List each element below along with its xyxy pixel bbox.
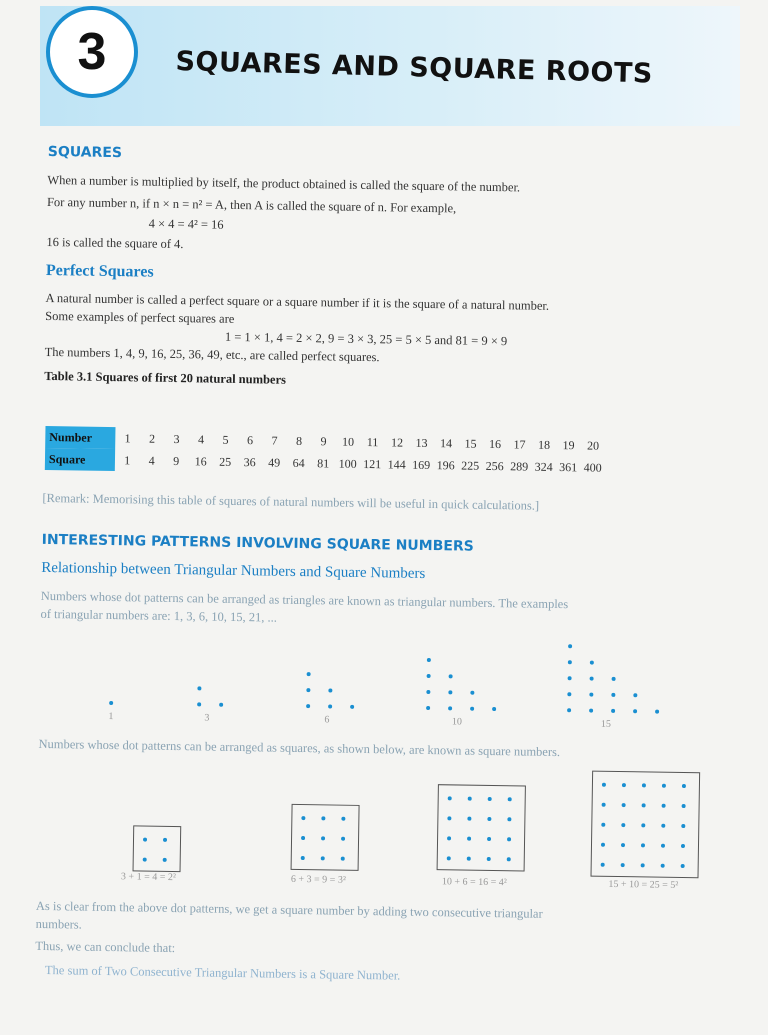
square-dot: [301, 816, 305, 820]
triangular-label: 3: [204, 712, 210, 724]
square-dot: [488, 797, 492, 801]
square-label: 3 + 1 = 4 = 2²: [120, 871, 176, 884]
number-cell: 14: [439, 435, 453, 450]
number-cell: 4: [197, 431, 205, 446]
square-dot: [163, 858, 167, 862]
squares-line-3: 16 is called the square of 4.: [46, 234, 184, 252]
square-dot: [321, 856, 325, 860]
square-cell: 49: [268, 454, 281, 470]
square-cell: 324: [534, 459, 553, 474]
square-dot: [447, 816, 451, 820]
triangular-dot: [612, 677, 616, 681]
perfect-line-1: A natural number is called a perfect square or a square number if it is the square of a natural number.: [45, 290, 550, 313]
triangular-dot: [427, 658, 431, 662]
square-dot: [681, 844, 685, 848]
square-dot: [601, 843, 605, 847]
triangular-dot: [219, 703, 223, 707]
square-dot: [621, 843, 625, 847]
perfect-line-2: Some examples of perfect squares are: [45, 308, 235, 326]
table-caption: Table 3.1 Squares of first 20 natural numbers: [44, 368, 287, 387]
square-dot: [341, 817, 345, 821]
square-cell: 25: [219, 454, 232, 469]
square-dot: [467, 857, 471, 861]
square-label: 6 + 3 = 9 = 3²: [290, 873, 346, 886]
triangular-dot: [426, 706, 430, 710]
square-dot: [661, 824, 665, 828]
triangular-dot: [427, 674, 431, 678]
triangular-dot: [328, 704, 332, 708]
number-cell: 6: [246, 432, 254, 447]
square-cell: 9: [173, 453, 180, 468]
square-cell: 169: [412, 457, 431, 472]
square-cell: 36: [243, 454, 256, 469]
square-dot: [487, 837, 491, 841]
number-cell: 13: [415, 435, 428, 450]
triangular-line-2: of triangular numbers are: 1, 3, 6, 10, 15, 21, ...: [40, 606, 278, 625]
square-dot: [341, 837, 345, 841]
table-remark: [Remark: Memorising this table of squares of natural numbers will be useful in quick calculations.]: [42, 490, 540, 513]
square-dot: [641, 863, 645, 867]
number-cell: 7: [271, 433, 278, 448]
square-dot: [641, 843, 645, 847]
squares-heading: SQUARES: [47, 143, 123, 162]
square-dot: [507, 837, 511, 841]
triangular-dot: [567, 692, 571, 696]
triangular-dot: [568, 676, 572, 680]
square-dot: [602, 783, 606, 787]
thus-line: Thus, we can conclude that:: [35, 938, 176, 956]
square-cell: 4: [148, 453, 155, 468]
square-dot: [487, 817, 491, 821]
square-dot: [507, 857, 511, 861]
triangular-dot: [470, 707, 474, 711]
square-dot: [468, 797, 472, 801]
square-cell: 1: [124, 452, 131, 467]
row-label-number: Number: [45, 426, 115, 449]
square-dot: [163, 838, 167, 842]
triangular-dot: [470, 691, 474, 695]
number-cell: 17: [513, 436, 526, 452]
square-cell: 361: [559, 459, 578, 474]
square-dot: [662, 784, 666, 788]
square-dot: [467, 837, 471, 841]
square-cell: 289: [510, 458, 529, 474]
triangular-dot: [350, 705, 354, 709]
square-label: 10 + 6 = 16 = 4²: [441, 876, 507, 889]
triangular-label: 15: [600, 718, 611, 730]
square-dot: [301, 856, 305, 860]
square-numbers-line: Numbers whose dot patterns can be arranged as squares, as shown below, are known as square numbers.: [38, 736, 561, 760]
triangular-dot: [306, 688, 310, 692]
square-pattern-box: [133, 825, 182, 872]
triangular-dot: [611, 709, 615, 713]
triangular-dot: [448, 690, 452, 694]
square-cell: 81: [317, 455, 330, 470]
triangular-label: 10: [451, 716, 462, 728]
square-dot: [621, 863, 625, 867]
square-dot: [601, 863, 605, 867]
number-cell: 19: [562, 437, 575, 452]
number-cell: 8: [295, 433, 303, 448]
square-dot: [641, 823, 645, 827]
number-cell: 1: [124, 430, 131, 445]
triangular-dot: [590, 677, 594, 681]
number-cell: 20: [586, 437, 600, 453]
square-dot: [621, 823, 625, 827]
number-cell: 18: [537, 437, 551, 452]
number-cell: 2: [148, 431, 156, 446]
square-dot: [143, 858, 147, 862]
square-cell: 144: [387, 456, 406, 472]
triangular-dot: [567, 708, 571, 712]
squares-line-1: When a number is multiplied by itself, the product obtained is called the square of the number.: [47, 172, 521, 195]
triangular-dot: [568, 660, 572, 664]
triangular-dot: [197, 686, 201, 690]
triangular-dot: [328, 688, 332, 692]
clear-line-1: As is clear from the above dot patterns, we get a square number by adding two consecutive triangular: [35, 898, 543, 921]
square-dot: [661, 864, 665, 868]
square-dot: [622, 803, 626, 807]
conclusion-line: The sum of Two Consecutive Triangular Numbers is a Square Number.: [44, 963, 401, 983]
triangular-dot: [589, 693, 593, 697]
square-dot: [622, 783, 626, 787]
perfect-examples: 1 = 1 × 1, 4 = 2 × 2, 9 = 3 × 3, 25 = 5 × 5 and 81 = 9 × 9: [224, 329, 508, 349]
square-dot: [507, 817, 511, 821]
triangular-dot: [307, 672, 311, 676]
number-cell: 15: [464, 436, 477, 451]
perfect-squares-heading: Perfect Squares: [45, 261, 154, 281]
triangular-dot: [611, 693, 615, 697]
chapter-number: 3: [77, 23, 107, 81]
square-dot: [447, 836, 451, 840]
square-cell: 256: [485, 458, 504, 473]
squares-table: [45, 426, 606, 479]
triangular-dot: [426, 690, 430, 694]
chapter-title: SQUARES AND SQUARE ROOTS: [175, 46, 654, 90]
square-dot: [662, 804, 666, 808]
row-label-square: Square: [45, 448, 115, 471]
square-dot: [467, 817, 471, 821]
square-cell: 64: [292, 455, 305, 470]
square-dot: [642, 803, 646, 807]
triangular-dot: [633, 709, 637, 713]
patterns-heading: INTERESTING PATTERNS INVOLVING SQUARE NUMBERS: [41, 531, 474, 555]
number-cell: 5: [222, 432, 229, 447]
number-cell: 12: [390, 434, 404, 450]
square-cell: 100: [338, 456, 357, 471]
square-dot: [602, 803, 606, 807]
triangular-dot: [492, 707, 496, 711]
square-dot: [681, 824, 685, 828]
square-cell: 196: [436, 457, 455, 472]
square-cell: 16: [194, 453, 207, 469]
triangular-line-1: Numbers whose dot patterns can be arranged as triangles are known as triangular numbers. The examples: [40, 588, 569, 612]
triangular-dot: [655, 710, 659, 714]
triangular-dot: [633, 693, 637, 697]
number-cell: 10: [341, 434, 355, 449]
square-dot: [321, 836, 325, 840]
number-cell: 9: [320, 433, 327, 448]
number-cell: 11: [366, 434, 379, 449]
triangular-label: 6: [324, 714, 330, 726]
square-cell: 121: [363, 456, 382, 471]
square-dot: [642, 783, 646, 787]
triangular-dot: [448, 706, 452, 710]
square-dot: [601, 823, 605, 827]
perfect-line-3: The numbers 1, 4, 9, 16, 25, 36, 49, etc., are called perfect squares.: [44, 344, 380, 365]
square-dot: [447, 856, 451, 860]
square-dot: [682, 804, 686, 808]
square-cell: 400: [583, 459, 602, 475]
triangular-dot: [306, 704, 310, 708]
patterns-subheading: Relationship between Triangular Numbers and Square Numbers: [41, 559, 426, 582]
number-cell: 16: [488, 436, 502, 451]
square-dot: [143, 838, 147, 842]
squares-example: 4 × 4 = 4² = 16: [148, 216, 224, 232]
square-cell: 225: [461, 457, 480, 473]
square-dot: [661, 844, 665, 848]
squares-line-2: For any number n, if n × n = n² = A, then A is called the square of n. For example,: [46, 194, 457, 216]
square-dot: [682, 784, 686, 788]
triangular-dot: [568, 644, 572, 648]
square-dot: [508, 797, 512, 801]
triangular-dot: [590, 661, 594, 665]
square-dot: [321, 816, 325, 820]
square-dot: [341, 857, 345, 861]
square-dot: [487, 857, 491, 861]
triangular-label: 1: [108, 710, 114, 723]
triangular-dot: [109, 701, 113, 705]
square-dot: [301, 836, 305, 840]
triangular-dot: [449, 674, 453, 678]
clear-line-2: numbers.: [35, 916, 82, 932]
triangular-dot: [589, 709, 593, 713]
square-dot: [448, 796, 452, 800]
square-label: 15 + 10 = 25 = 5²: [608, 878, 679, 891]
number-cell: 3: [173, 431, 180, 446]
triangular-dot: [197, 702, 201, 706]
square-dot: [681, 864, 685, 868]
